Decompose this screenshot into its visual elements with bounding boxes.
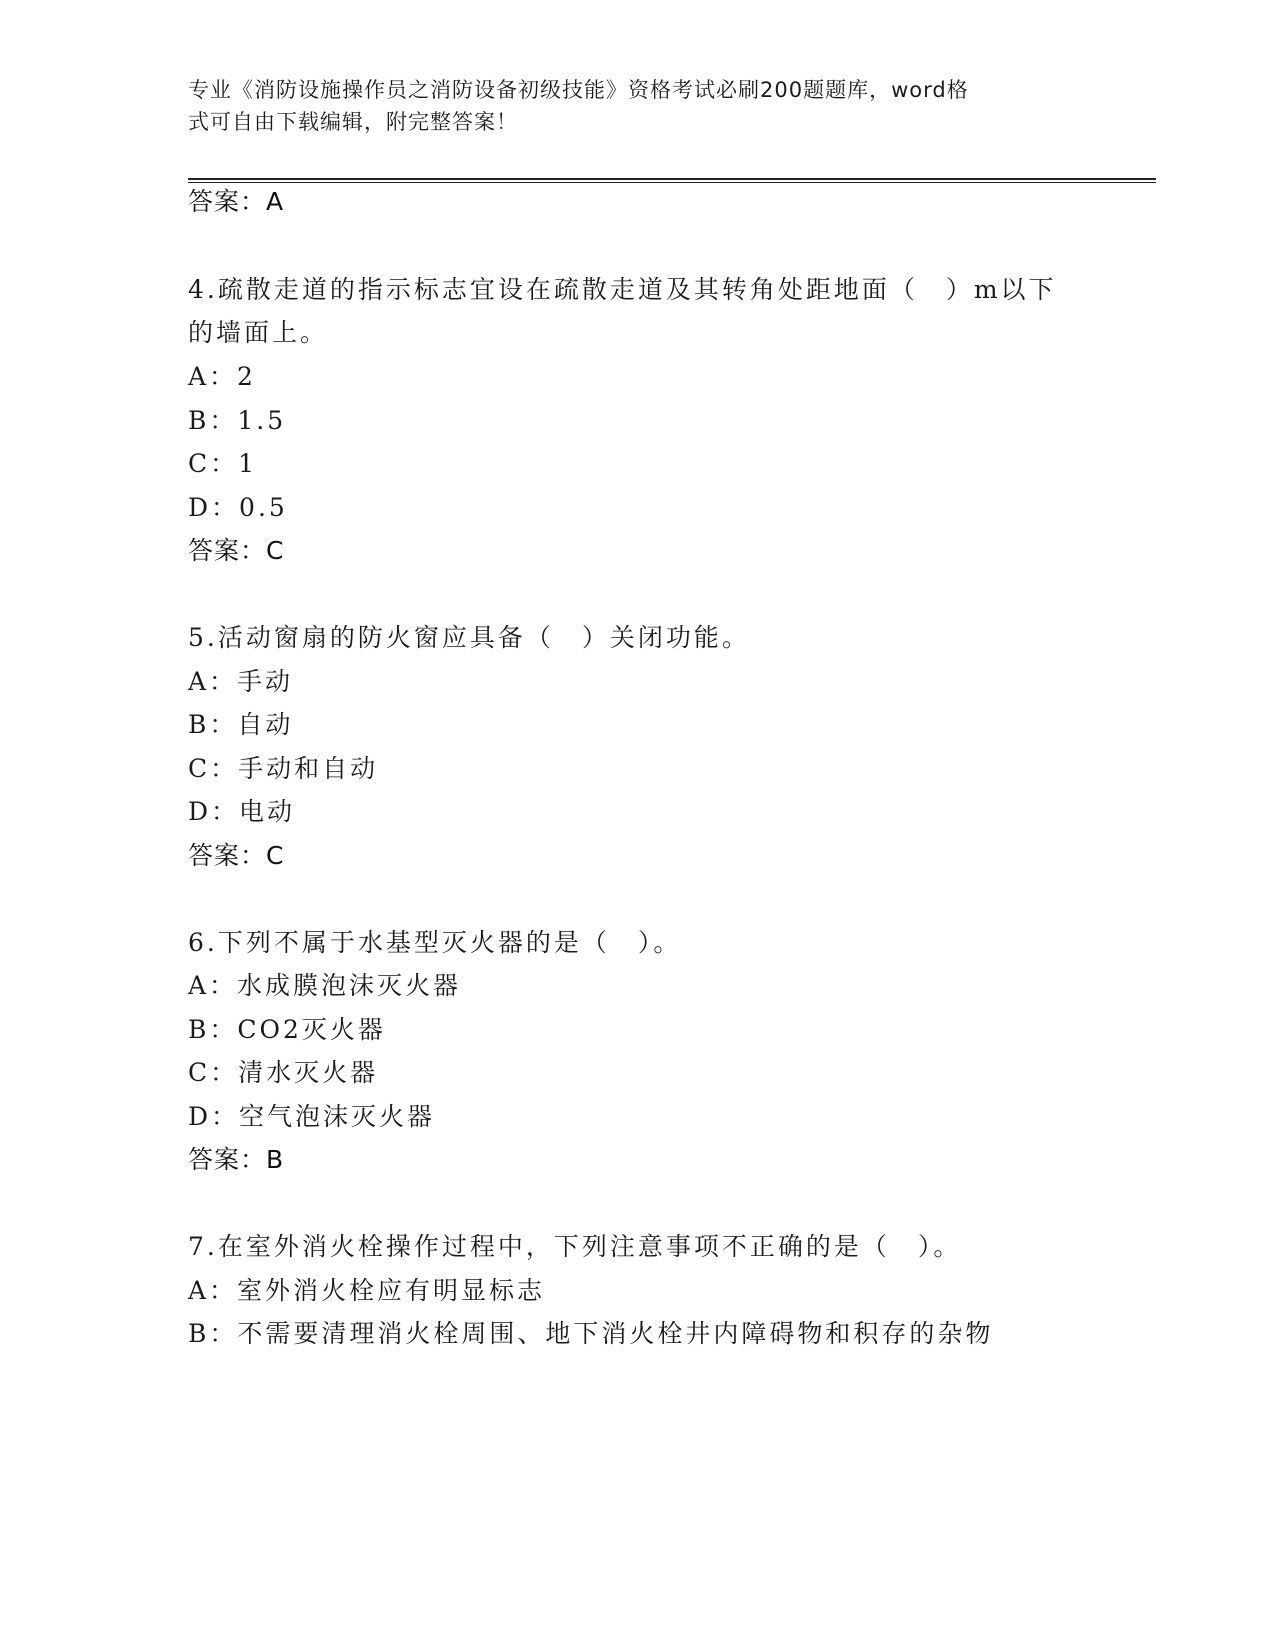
question-4-option-a: A：2 xyxy=(188,362,256,391)
header-line-1: 专业《消防设施操作员之消防设备初级技能》资格考试必刷200题题库，word格 xyxy=(188,78,969,102)
header-divider xyxy=(188,178,1156,183)
question-6-stem: 6.下列不属于水基型灭火器的是（ ）。 xyxy=(188,928,682,957)
question-6-option-d: D：空气泡沫灭火器 xyxy=(188,1102,436,1131)
question-6-option-b: B：CO2灭火器 xyxy=(188,1015,386,1044)
question-6-option-c: C：清水灭火器 xyxy=(188,1058,379,1087)
header-line-2: 式可自由下载编辑，附完整答案！ xyxy=(188,110,518,134)
question-4-stem-line-2: 的墙面上。 xyxy=(188,318,329,347)
question-4-answer: 答案：C xyxy=(188,536,285,565)
answer-previous: 答案：A xyxy=(188,187,285,216)
document-header xyxy=(188,74,1068,138)
question-4-stem-line-1: 4.疏散走道的指示标志宜设在疏散走道及其转角处距地面（ ）m以下 xyxy=(188,275,1057,304)
question-5-stem: 5.活动窗扇的防火窗应具备（ ）关闭功能。 xyxy=(188,623,750,652)
question-7-stem: 7.在室外消火栓操作过程中，下列注意事项不正确的是（ ）。 xyxy=(188,1232,962,1261)
question-4-option-d: D：0.5 xyxy=(188,493,288,522)
question-6-answer: 答案：B xyxy=(188,1145,285,1174)
question-5-option-a: A：手动 xyxy=(188,667,294,696)
question-5-option-b: B：自动 xyxy=(188,710,294,739)
question-5-answer: 答案：C xyxy=(188,841,285,870)
question-6-option-a: A：水成膜泡沫灭火器 xyxy=(188,971,462,1000)
question-4-option-c: C：1 xyxy=(188,449,258,478)
question-4-option-b: B：1.5 xyxy=(188,406,287,435)
question-5-option-c: C：手动和自动 xyxy=(188,754,379,783)
question-5-option-d: D：电动 xyxy=(188,797,296,826)
question-7-option-a: A：室外消火栓应有明显标志 xyxy=(188,1276,546,1305)
question-7-option-b: B：不需要清理消火栓周围、地下消火栓井内障碍物和积存的杂物 xyxy=(188,1319,994,1348)
